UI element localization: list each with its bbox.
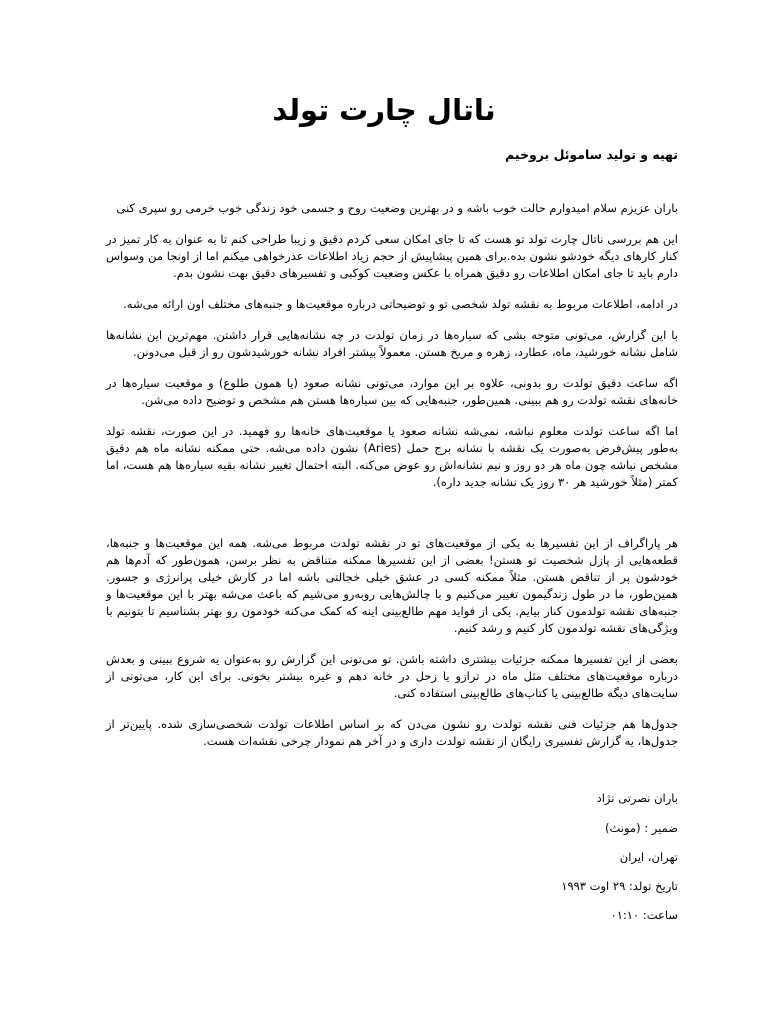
paragraph-interpretations: هر پاراگراف از این تفسیرها به یکی از موقعیت‌های تو در نقشه تولدت مربوط می‌شه. همه این موقعیت‌ها و جنبه‌ها، قطعه‌هایی از پازل شخصیت تو هستن! بعضی از این تفسیرها ممکنه متناقض به نظر برسن، همون‌طور که آدم‌ها هم خودشون پر از تناقض هستن. مثلاً ممکنه کسی در عشق خیلی خجالتی باشه اما در کارش خیلی پرانرژی و جسور. همین‌طور، ما در طول زندگیمون تغییر می‌کنیم و با چالش‌هایی روبه‌رو می‌شیم که باعث می‌شه بهتر با این موقعیت‌ها و جنبه‌های نقشه تولدمون کنار بیایم. یکی از فواید مهم طالع‌بینی اینه که کمک می‌کنه خودمون رو بهتر بشناسیم تا بتونیم با ویژگی‌های نقشه تولدمون کار کنیم و رشد کنیم. xyxy=(106,536,678,635)
document-title: ناتال چارت تولد xyxy=(272,93,496,127)
paragraph-greeting: باران عزیزم سلام امیدوارم حالت خوب باشه و در بهترین وضعیت روح و جسمی خود زندگی خوب خرمی رو سپری کنی xyxy=(116,201,678,215)
paragraph-overview: در ادامه، اطلاعات مربوط به نقشه تولد شخصی تو و توضیحاتی درباره موقعیت‌ها و جنبه‌های مختلف اون ارائه می‌شه. xyxy=(123,297,678,311)
paragraph-tables: جدول‌ها هم جزئیات فنی نقشه تولدت رو نشون می‌دن که بر اساس اطلاعات تولدت شخصی‌سازی شده. پایین‌تر از جدول‌ها، یه گزارش تفسیری رایگان از نقشه تولدت داری و در آخر هم نمودار چرخی نقشه‌ات هست. xyxy=(106,717,678,748)
birth-details xyxy=(561,820,678,936)
detail-birth-date: تاریخ تولد: ۲۹ اوت ۱۹۹۳ xyxy=(561,879,678,893)
detail-location: تهران، ایران xyxy=(619,850,678,864)
document-body xyxy=(106,200,678,764)
paragraph-planet-signs: با این گزارش، می‌تونی متوجه بشی که سیاره‌ها در زمان تولدت در چه نشانه‌هایی قرار داشتن. مهم‌ترین این نشانه‌ها شامل نشانه خورشید، ماه، عطارد، زهره و مریخ هستن. معمولاً بیشتر افراد نشانه خورشیدشون رو از قبل می‌دونن. xyxy=(106,328,678,359)
paragraph-details: بعضی از این تفسیرها ممکنه جزئیات بیشتری داشته باشن. تو می‌تونی این گزارش رو به‌عنوان یه شروع ببینی و بعدش درباره موقعیت‌های مختلف مثل ماه در ترازو یا زحل در خانه دهم و غیره بیشتر بخونی. برای این کار، می‌تونی از سایت‌های دیگه طالع‌بینی یا کتاب‌های طالع‌بینی استفاده کنی. xyxy=(106,652,678,700)
paragraph-birth-time: اگه ساعت دقیق تولدت رو بدونی، علاوه بر این موارد، می‌تونی نشانه صعود (یا همون طلوع) و موقعیت سیاره‌ها در خانه‌های نقشه تولدت رو هم ببینی. همین‌طور، جنبه‌هایی که بین سیاره‌ها هستن هم مشخص و توضیح داده می‌شن. xyxy=(106,376,678,407)
detail-pronoun: ضمیر : (مونث) xyxy=(605,821,678,835)
paragraph-intro: این هم بررسی ناتال چارت تولد تو هست که تا جای امکان سعی کردم دقیق و زیبا طراحی کنم تا به عنوان یه کار تمیز در کنار کارهای دیگه خودشو نشون بده.برای همین پیشاپیش از حجم زیاد اطلاعات عذرخواهی میکنم اما از اونجا من وسواس دارم باید تا جای امکان اطلاعات رو دقیق همراه با عکس وضعیت کوکبی و تفسیرهای دقیق بهت نشون بدم. xyxy=(106,232,678,280)
signature-name: باران نصرتی نژاد xyxy=(596,791,678,805)
detail-birth-time: ساعت: ۰۱:۱۰ xyxy=(610,908,678,922)
document-subtitle: تهیه و تولید ساموئل بروخیم xyxy=(505,147,678,162)
paragraph-unknown-time: اما اگه ساعت تولدت معلوم نباشه، نمی‌شه نشانه صعود یا موقعیت‌های خانه‌ها رو فهمید. در این صورت، نقشه تولد به‌طور پیش‌فرض به‌صورت یک نقشه با نشانه برج حمل (Aries) نشون داده می‌شه. حتی ممکنه نشانه ماه هم دقیق مشخص نباشه چون ماه هر دو روز و نیم نشانه‌اش رو عوض می‌کنه. البته احتمال تغییر نشانه بقیه سیاره‌ها هم هست، اما کمتر (مثلاً خورشید هر ۳۰ روز یک نشانه جدید داره). xyxy=(106,424,678,489)
